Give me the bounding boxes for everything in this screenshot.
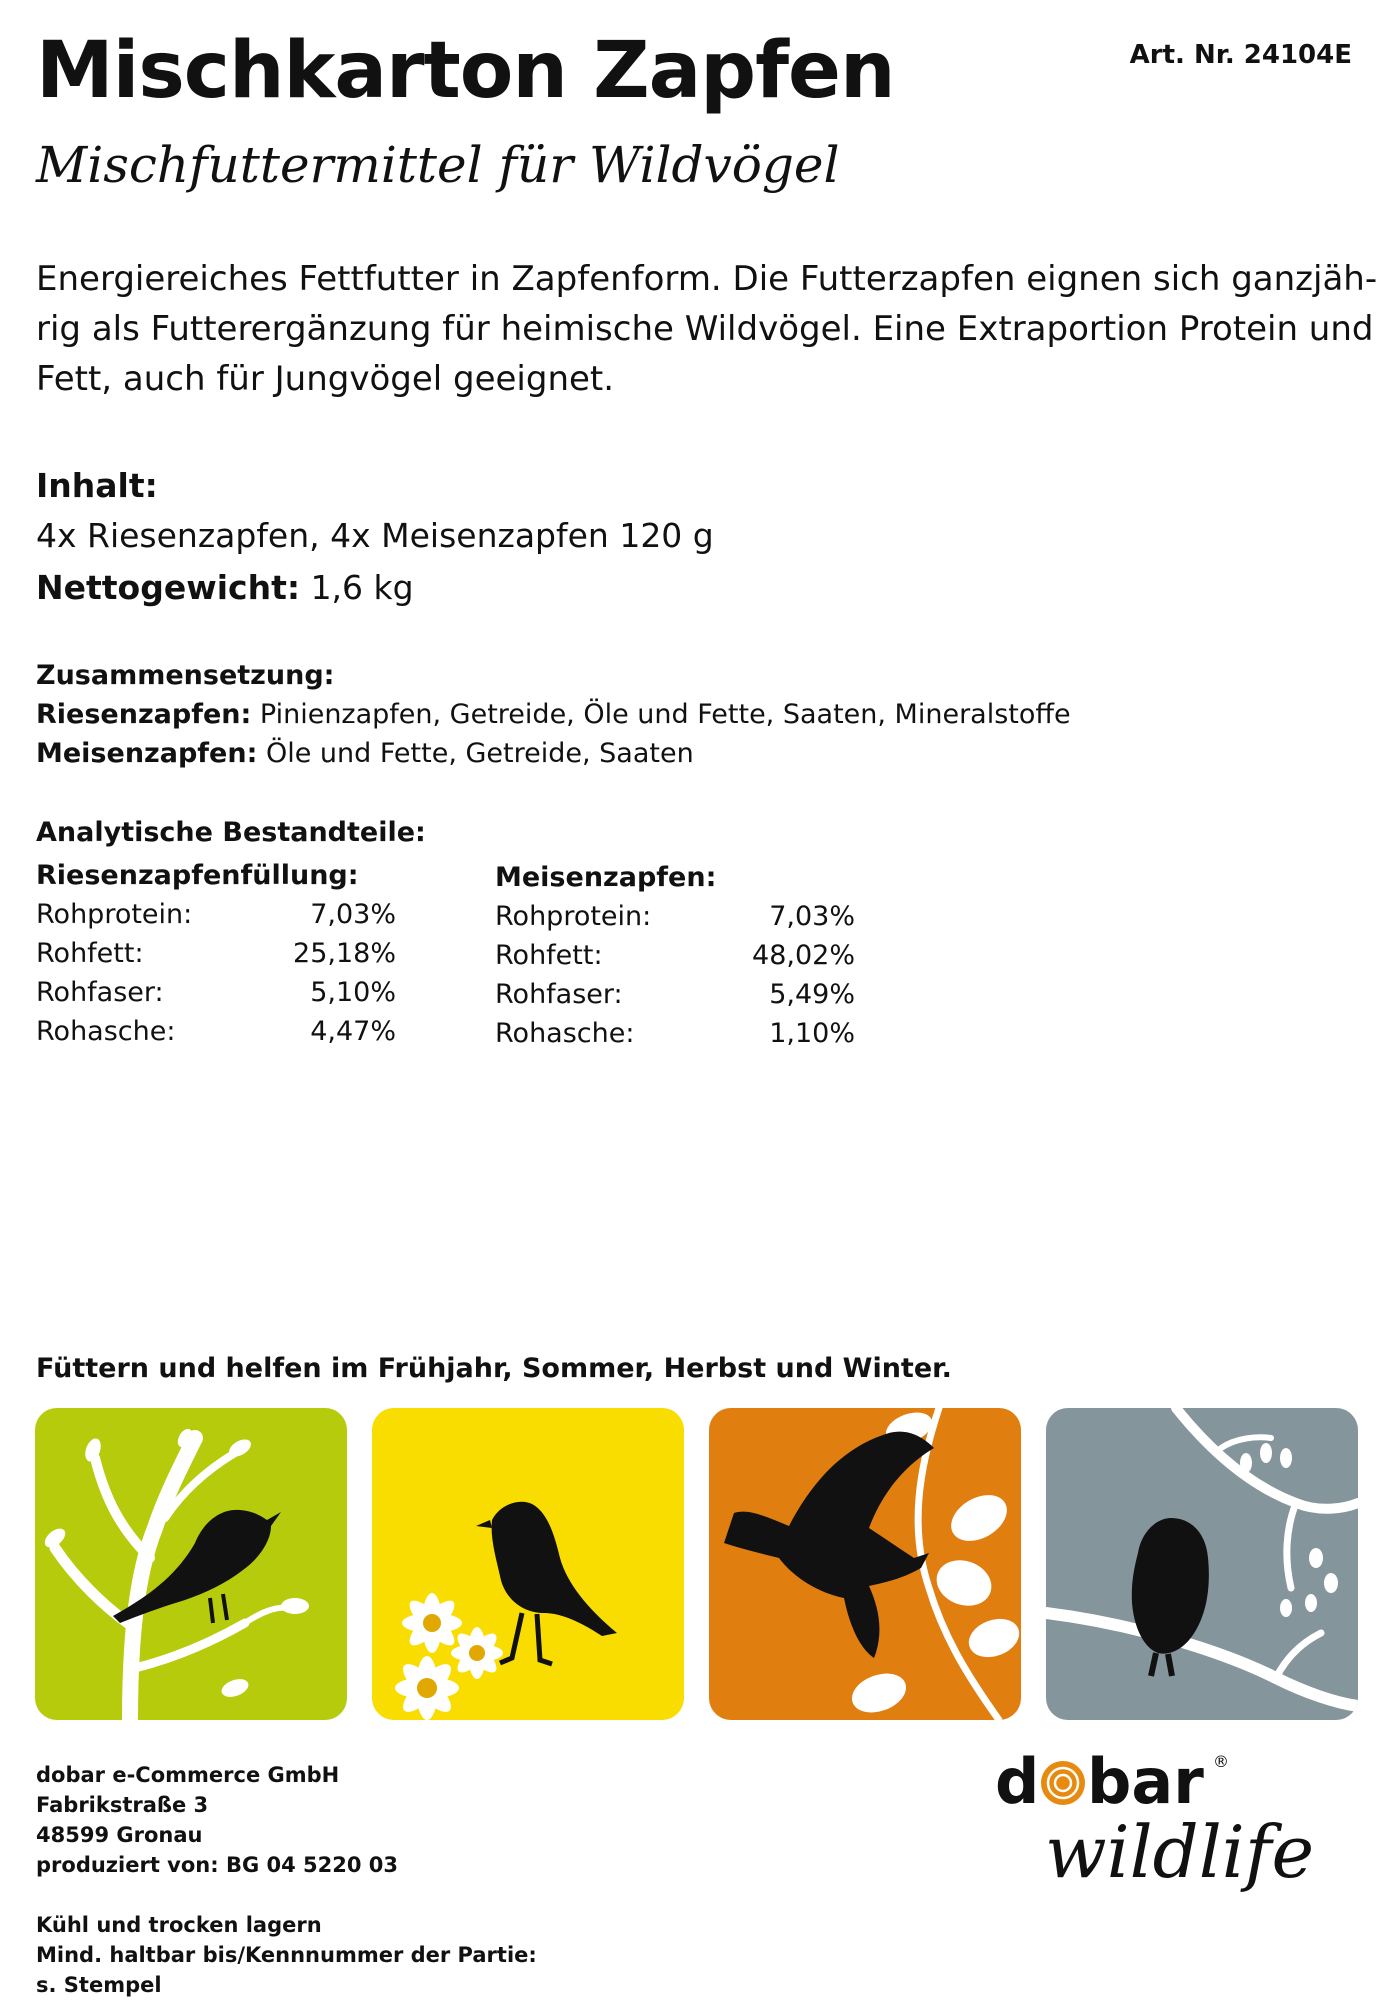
analytics-label: Rohfett: (495, 940, 603, 971)
article-number: Art. Nr. 24104E (1129, 40, 1352, 70)
analytics-row (495, 1014, 855, 1053)
composition-heading: Zusammensetzung: (36, 660, 335, 691)
analytics-label: Rohfaser: (36, 977, 164, 1008)
analytics-row (36, 973, 396, 1012)
analytics-table-riesenzapfen (36, 856, 396, 1051)
net-weight (36, 568, 414, 607)
summer-bird-icon (372, 1408, 684, 1720)
analytics-row (36, 1012, 396, 1051)
contents-text: 4x Riesenzapfen, 4x Meisenzapfen 120 g (36, 516, 714, 555)
net-weight-label: Nettogewicht: (36, 568, 301, 607)
contents-heading: Inhalt: (36, 466, 158, 505)
autumn-bird-icon (709, 1408, 1021, 1720)
seasons-tagline: Füttern und helfen im Frühjahr, Sommer, Herbst und Winter. (36, 1353, 952, 1384)
analytics-row (36, 934, 396, 973)
analytics-heading: Analytische Bestandteile: (36, 817, 426, 848)
composition-row (36, 734, 1071, 773)
storage-line: Kühl und trocken lagern (36, 1913, 322, 1937)
svg-text:d: d (995, 1745, 1040, 1818)
analytics-row (495, 897, 855, 936)
spring-bird-icon (35, 1408, 347, 1720)
net-weight-value: 1,6 kg (310, 568, 414, 607)
analytics-row (495, 936, 855, 975)
company-line: Fabrikstraße 3 (36, 1793, 209, 1817)
company-line: 48599 Gronau (36, 1823, 203, 1847)
intro-line: rig als Futterergänzung für heimische Wildvögel. Eine Extraportion Protein und (36, 309, 1374, 349)
analytics-value: 4,47% (310, 1016, 396, 1047)
analytics-value: 1,10% (769, 1018, 855, 1049)
intro-paragraph (36, 254, 1378, 404)
dobar-wildlife-logo (995, 1745, 1360, 1895)
storage-info (36, 1910, 537, 2000)
analytics-label: Rohprotein: (495, 901, 652, 932)
composition-label: Meisenzapfen: (36, 738, 258, 769)
analytics-label: Rohfett: (36, 938, 144, 969)
svg-text:wildlife: wildlife (1045, 1810, 1315, 1894)
analytics-value: 25,18% (293, 938, 396, 969)
company-address (36, 1760, 398, 1880)
composition-label: Riesenzapfen: (36, 699, 252, 730)
analytics-label: Rohasche: (36, 1016, 176, 1047)
analytics-table-meisenzapfen (495, 858, 855, 1053)
analytics-row (36, 895, 396, 934)
page-title: Mischkarton Zapfen (36, 26, 895, 116)
analytics-value: 48,02% (752, 940, 855, 971)
page-subtitle: Mischfuttermittel für Wildvögel (36, 136, 840, 194)
analytics-value: 7,03% (769, 901, 855, 932)
analytics-value: 7,03% (310, 899, 396, 930)
svg-text:bar: bar (1087, 1745, 1204, 1818)
composition-value: Öle und Fette, Getreide, Saaten (265, 738, 694, 769)
storage-line: s. Stempel (36, 1973, 162, 1997)
analytics-value: 5,49% (769, 979, 855, 1010)
analytics-table-heading: Meisenzapfen: (495, 862, 717, 893)
composition-row (36, 695, 1071, 734)
analytics-value: 5,10% (310, 977, 396, 1008)
analytics-label: Rohprotein: (36, 899, 193, 930)
company-line: dobar e-Commerce GmbH (36, 1763, 340, 1787)
analytics-label: Rohfaser: (495, 979, 623, 1010)
analytics-row (495, 975, 855, 1014)
company-line: produziert von: BG 04 5220 03 (36, 1853, 399, 1877)
intro-line: Fett, auch für Jungvögel geeignet. (36, 359, 615, 399)
storage-line: Mind. haltbar bis/Kennnummer der Partie: (36, 1943, 537, 1967)
composition-value: Pinienzapfen, Getreide, Öle und Fette, Saaten, Mineralstoffe (259, 699, 1071, 730)
intro-line: Energiereiches Fettfutter in Zapfenform. Die Futterzapfen eignen sich ganzjäh- (36, 259, 1378, 299)
svg-text:®: ® (1213, 1752, 1229, 1771)
winter-bird-icon (1046, 1408, 1358, 1720)
composition-section (36, 656, 1071, 773)
analytics-table-heading: Riesenzapfenfüllung: (36, 860, 359, 891)
analytics-label: Rohasche: (495, 1018, 635, 1049)
